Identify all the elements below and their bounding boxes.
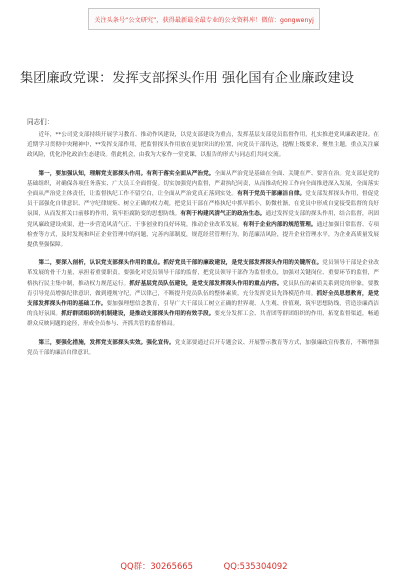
bold-text-run: 第三，要强化措施，发挥党支部探头实效。强化宣传。 bbox=[38, 339, 175, 346]
paragraph-section-1 bbox=[27, 169, 379, 251]
paragraph-section-3 bbox=[27, 338, 379, 358]
bold-text-run: 抓好基层党员队伍建设，是党支部发挥探头作用的重点内容。 bbox=[129, 280, 283, 287]
document-body bbox=[27, 130, 379, 358]
text-run: 要加强理想信念教育，引导广大干部员工树立正确的世界观、人生观、价值观，筑牢思想防线，营造崇廉尚洁的良好氛围。 bbox=[27, 301, 379, 318]
bold-text-run: 第一，要加强认知，理解党支部探头作用。有利于落实全面从严治党。 bbox=[38, 170, 215, 177]
text-run: 党员队伍的素质关系到党的形象，要教育引导党员增强纪律意识，做到遵规守纪，严以律己，不断提升党员队伍的整体素质，充分发挥党员先锋模范作用。 bbox=[27, 280, 379, 297]
document-title: 集团廉政党课：发挥支部探头作用 强化国有企业廉政建设 bbox=[20, 71, 354, 86]
paragraph-intro bbox=[27, 130, 379, 161]
qq-group: QQ群：30265665 bbox=[120, 561, 193, 571]
bold-text-run: 有利于党员干部廉洁自律。 bbox=[237, 191, 306, 198]
footer-contact bbox=[0, 560, 408, 572]
text-run: 近年，**公司党支部持续开展学习教育、推动作风建设，以党支部建设为重点，发挥基层支部党员监督作用，扎实推进党风廉政建设。在近期学习贯彻中央精神中，**发挥支部作用，把监督探头作用放在更加突出的位置，向党员干部传达，提醒上级要求，聚焦主题，重点关注廉政风险，优化净化政治生态建设。借此机会，由我为大家作一堂党课，以报告的形式与同志们共同交流。 bbox=[27, 132, 379, 159]
bold-text-run: 第二，要深入剖析，认识党支部探头作用的重点。抓好党员干部的廉政建设，是党支部发挥探头作用的关键所在。 bbox=[38, 260, 323, 267]
text-run: 通过发挥党支部的探头作用，结合监督，巩固党风廉政建设成果，进一步营造风清气正、干事创业的良好环境，推动企业改革发展。 bbox=[27, 211, 379, 228]
text-run: 党支部要通过召开专题会议、开展警示教育等方式，加强廉政宣传教育，不断增强党员干部的廉洁自律意识。 bbox=[27, 339, 379, 356]
text-run: 党员领导干部是企业改革发展的骨干力量，承担着重要职责。要强化对党员领导干部的监督，把党员领导干部作为监督重点，加强对关键岗位、重要环节的监督，严格执行民主集中制，推动权力规范运行。 bbox=[27, 260, 379, 287]
text-run: 要充分发挥工会、共青团等群团组织的作用，拓宽监督渠道，畅通群众反映问题的途径，形成全员参与、齐抓共管的监督格局。 bbox=[27, 311, 379, 328]
greeting: 同志们： bbox=[27, 118, 54, 126]
bold-text-run: 抓好群团组织的机制建设，是推动支部探头作用的有效手段。 bbox=[61, 311, 215, 318]
paragraph-section-2 bbox=[27, 258, 379, 329]
banner-text: 关注头条号“公文研究”，获得最新最全最专业的公文资料库！微信：gongwenyj bbox=[94, 16, 314, 24]
text-run: 党支部发挥探头作用，督促党员干部强化自律意识、严守纪律规矩、树立正确的权力观，把党员干部在严格执纪中抓早抓小，防微杜渐，在党员中形成自觉接受监督的良好氛围，从而发挥关口前移的作用，筑牢拒腐防变的思想防线。 bbox=[27, 191, 379, 218]
bold-text-run: 抓好全员思想教育，是党支部发挥探头作用的基础工作。 bbox=[27, 290, 379, 308]
text-run: 全面从严治党是基础在全面、关键在严、要害在治。党支部是党的基础组织，对确保各项任务落实、广大员工全面督促。切实加强党内监督，严肃执纪问责，从而推动纪检工作向全面推进深入发展，全面落实全面从严治党主体责任，让监督执纪工作不留空白，让全面从严治党真正落到实处。 bbox=[27, 170, 379, 198]
bold-text-run: 有利于构建风清气正的政治生态。 bbox=[180, 211, 266, 218]
qq-number: QQ:535304092 bbox=[223, 561, 288, 571]
text-run: 通过加强日常监督、专项检查等方式，及时发现和纠正企业管理中的问题，完善内部制度，规范经营管理行为，防范廉洁风险，提升企业管理水平，为企业高质量发展提供坚强保障。 bbox=[27, 221, 379, 249]
top-banner bbox=[88, 8, 320, 30]
bold-text-run: 有利于企业内部的规范管理。 bbox=[242, 221, 317, 228]
